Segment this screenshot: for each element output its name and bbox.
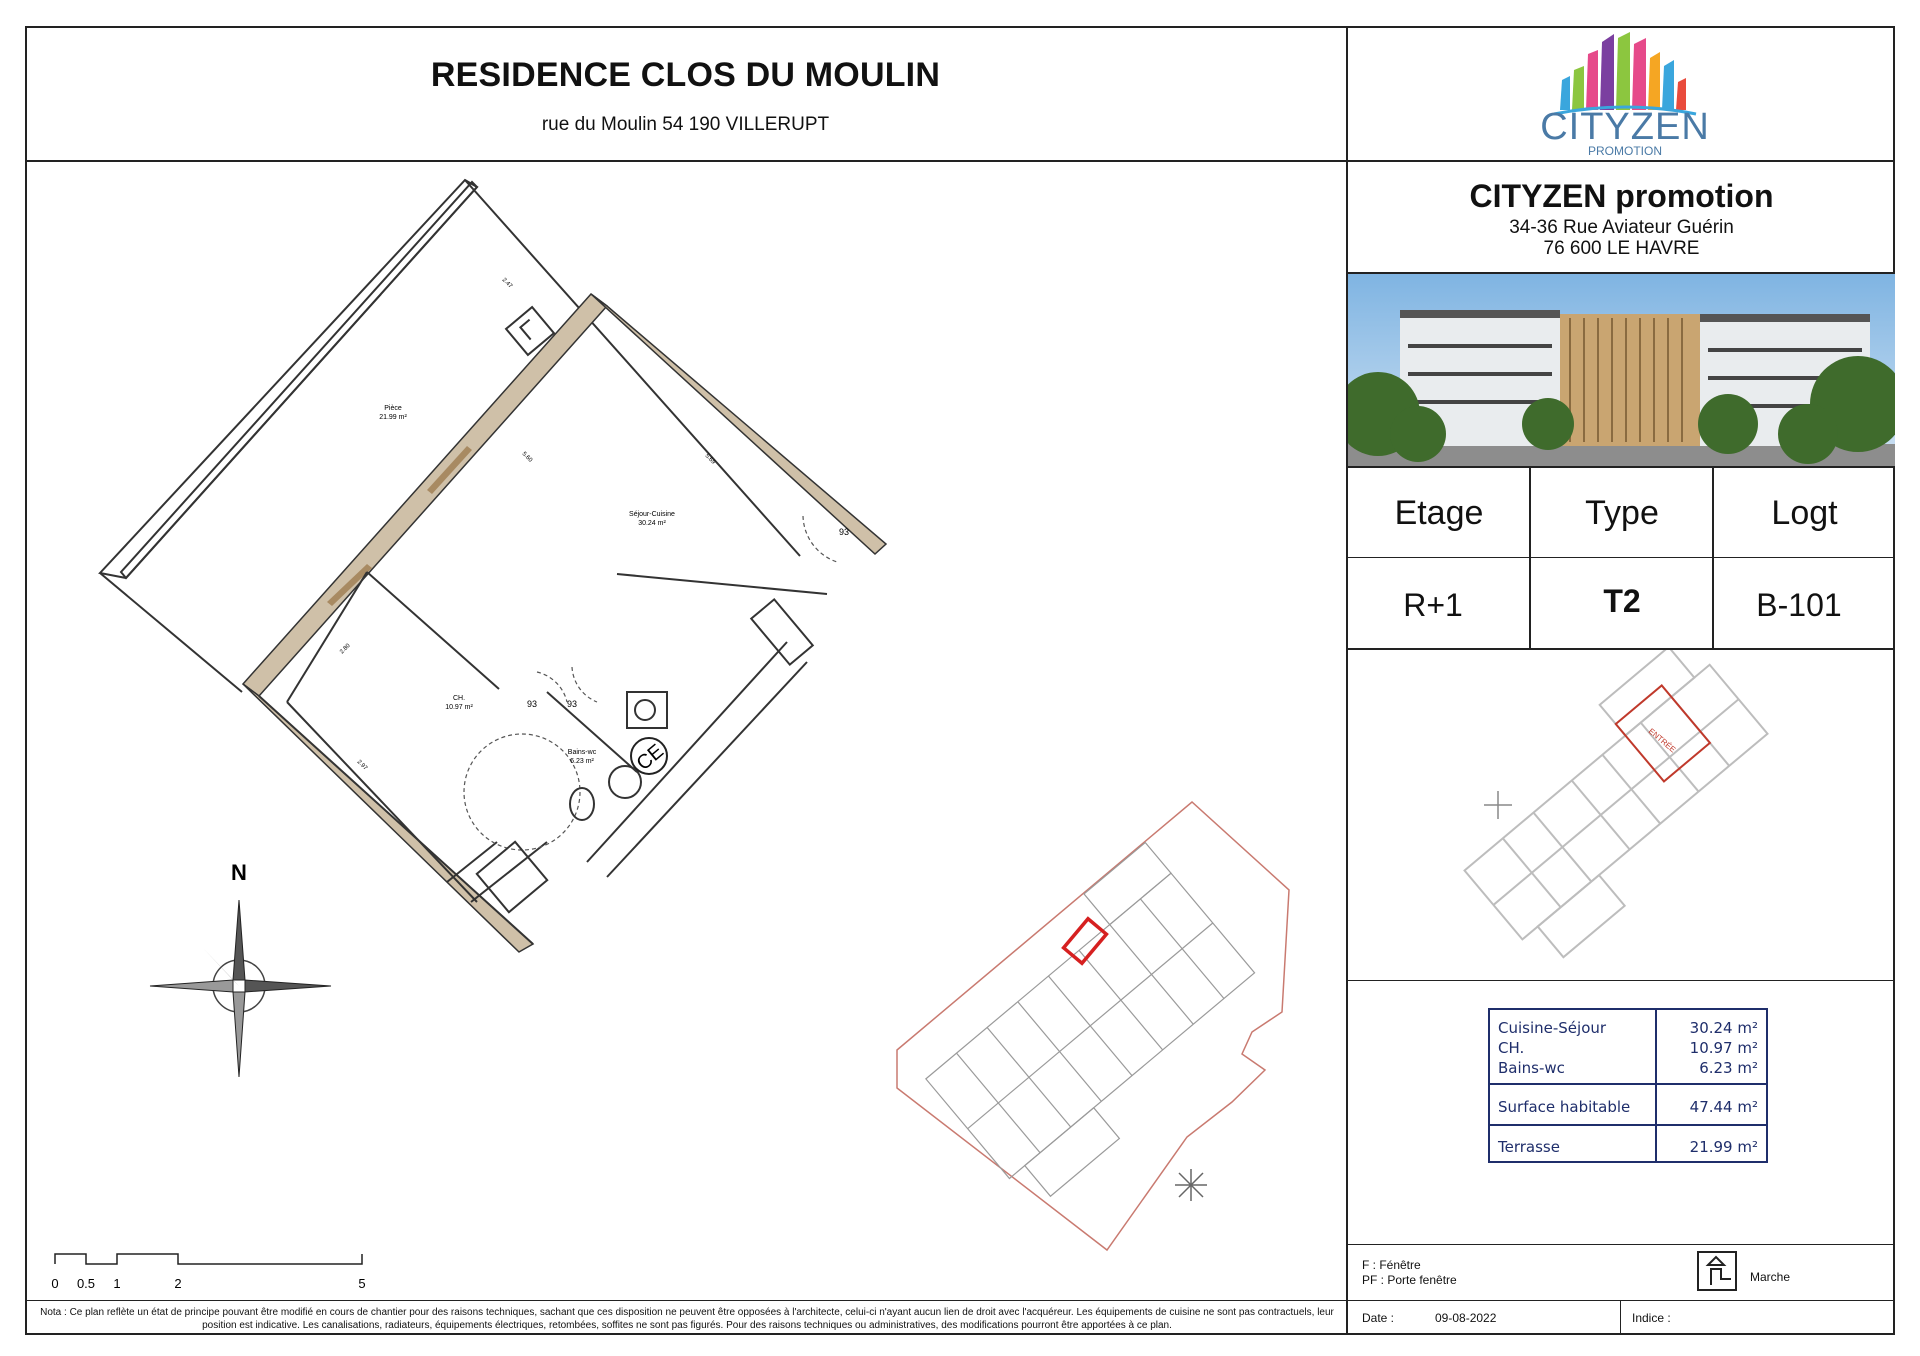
legend-marche: Marche xyxy=(1750,1270,1791,1284)
apartment-walls xyxy=(243,294,886,952)
dimension-label-2: 5.60 xyxy=(520,451,534,464)
info-header-type: Type xyxy=(1585,493,1659,532)
company-address-line2: 76 600 LE HAVRE xyxy=(1543,238,1700,259)
scale-label-5: 5 xyxy=(358,1276,366,1291)
legend-fenetre: F : Fénêtre xyxy=(1362,1258,1421,1272)
dimension-label-4: 2.80 xyxy=(339,642,352,656)
divider-footer xyxy=(25,1300,1895,1301)
logo-buildings xyxy=(1554,32,1696,114)
logo-tagline: PROMOTION xyxy=(1588,144,1662,158)
room-area-piece: 21.99 m² xyxy=(379,414,407,421)
info-value-etage: R+1 xyxy=(1403,586,1463,623)
surface-row-label-1: Cuisine-Séjour xyxy=(1498,1019,1607,1037)
door-width-bains: 93 xyxy=(567,699,578,709)
site-compass-icon xyxy=(1175,1169,1207,1201)
key-plan-entrance-label: ENTRÉE xyxy=(1646,726,1678,755)
surface-terrasse-label: Terrasse xyxy=(1498,1138,1560,1156)
room-area-bains: 6.23 m² xyxy=(570,758,594,765)
footer-indice-label: Indice : xyxy=(1632,1311,1671,1325)
info-value-logt: B-101 xyxy=(1756,586,1842,623)
scale-label-0: 0 xyxy=(51,1276,59,1291)
dimension-label-3: 5.69 xyxy=(703,453,717,466)
dimension-label-5: 2.97 xyxy=(355,759,369,772)
info-header-logt: Logt xyxy=(1771,493,1838,532)
north-label: N xyxy=(231,860,247,885)
company-logo xyxy=(1540,30,1710,158)
surface-terrasse-value: 21.99 m² xyxy=(1689,1138,1758,1156)
legend-porte-fenetre: PF : Porte fenêtre xyxy=(1362,1273,1457,1287)
logo-name: CITYZEN xyxy=(1540,106,1710,148)
floor-plan xyxy=(27,162,1345,1298)
surface-habitable-value: 47.44 m² xyxy=(1689,1098,1758,1116)
door-swings xyxy=(464,516,837,850)
info-header-etage: Etage xyxy=(1394,493,1484,532)
surface-row-label-3: Bains-wc xyxy=(1498,1059,1565,1077)
scale-label-1: 1 xyxy=(113,1276,121,1291)
scale-label-2: 2 xyxy=(174,1276,182,1291)
divider-legend xyxy=(1346,1244,1895,1245)
surface-row-value-1: 30.24 m² xyxy=(1689,1019,1758,1037)
surface-row-label-2: CH. xyxy=(1498,1039,1525,1057)
divider-keyplan xyxy=(1346,980,1895,981)
door-width-ch: 93 xyxy=(527,699,538,709)
stair-step-icon xyxy=(1697,1251,1737,1291)
info-value-type: T2 xyxy=(1603,582,1641,619)
site-plan xyxy=(897,802,1289,1250)
building-center xyxy=(1560,314,1700,446)
company-name: CITYZEN promotion xyxy=(1469,178,1774,214)
room-area-ch: 10.97 m² xyxy=(445,704,473,711)
building-render-image xyxy=(1348,274,1895,466)
ce-label: CE xyxy=(632,740,669,775)
footer-note: Nota : Ce plan reflète un état de principe pouvant être modifié en cours de chantier pour des raisons techniques, sachant que ces disposition ne peuvent être opposées à l'architecte, celui-ci n'ayant aucun lien de droit avec l'acquéreur. Les équipements de cuisine ne sont pas contractuels, leur position est indicative. Les canalisations, radiateurs, équipements électriques, retombées, soffites ne sont pas figurés. Pour des raisons techniques ou administratives, des modifications pourront être apportées à ce plan. xyxy=(40,1307,1334,1331)
scale-bar xyxy=(55,1254,362,1264)
surface-habitable-label: Surface habitable xyxy=(1498,1098,1631,1116)
footer-date-value: 09-08-2022 xyxy=(1435,1311,1497,1325)
dimension-label-1: 2.47 xyxy=(500,277,514,290)
room-name-bains: Bains-wc xyxy=(567,749,597,756)
terrace-outline xyxy=(100,180,800,692)
scale-label-0-5: 0.5 xyxy=(76,1276,96,1291)
page-title: RESIDENCE CLOS DU MOULIN xyxy=(430,56,941,94)
room-area-sejour: 30.24 m² xyxy=(638,520,666,527)
surfaces-table xyxy=(1488,1008,1768,1163)
surface-row-value-2: 10.97 m² xyxy=(1689,1039,1758,1057)
north-compass-icon xyxy=(150,900,331,1077)
door-width-sejour: 93 xyxy=(839,527,850,537)
footer-date-label: Date : xyxy=(1362,1311,1395,1325)
ce-circle-icon xyxy=(631,738,668,775)
interior-partitions xyxy=(259,572,827,944)
room-name-ch: CH. xyxy=(452,695,466,702)
surface-row-value-3: 6.23 m² xyxy=(1699,1059,1758,1077)
room-name-sejour: Séjour-Cuisine xyxy=(629,511,675,518)
info-row-divider xyxy=(1346,557,1895,558)
key-plan-highlight xyxy=(1616,685,1710,781)
company-address-line1: 34-36 Rue Aviateur Guérin xyxy=(1509,217,1734,238)
project-address: rue du Moulin 54 190 VILLERUPT xyxy=(541,114,830,135)
footer-cell-divider xyxy=(1620,1300,1621,1335)
room-name-piece: Pièce xyxy=(384,405,402,412)
key-plan-compass-icon xyxy=(1484,791,1512,819)
floor-key-plan xyxy=(1348,650,1895,980)
